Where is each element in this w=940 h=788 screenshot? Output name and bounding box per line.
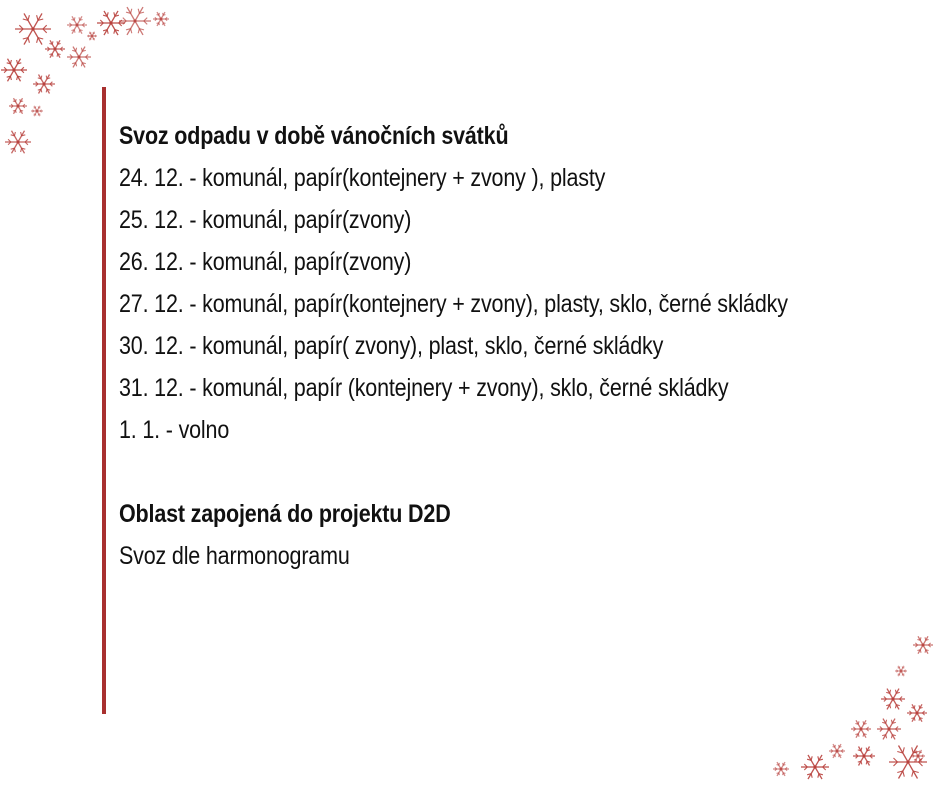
snowflake-icon <box>910 748 926 764</box>
snowflake-icon <box>772 760 790 778</box>
snowflake-icon <box>894 664 908 678</box>
snowflake-icon <box>850 718 872 740</box>
d2d-text: Svoz dle harmonogramu <box>119 542 350 570</box>
schedule-heading: Svoz odpadu v době vánočních svátků <box>119 122 509 150</box>
snowflake-icon <box>800 752 830 782</box>
snowflake-icon <box>118 4 152 38</box>
snowflake-icon <box>86 30 98 42</box>
snowflake-icon <box>8 96 28 116</box>
snowflake-icon <box>152 10 170 28</box>
snowflake-icon <box>32 72 56 96</box>
snowflake-icon <box>44 38 66 60</box>
snowflake-icon <box>66 14 88 36</box>
snowflake-icon <box>66 44 92 70</box>
snowflake-icon <box>852 744 876 768</box>
snowflake-icon <box>880 686 906 712</box>
schedule-line: 1. 1. - volno <box>119 416 230 444</box>
d2d-heading: Oblast zapojená do projektu D2D <box>119 500 451 528</box>
schedule-line: 24. 12. - komunál, papír(kontejnery + zvony ), plasty <box>119 164 606 192</box>
accent-divider-line <box>102 87 106 714</box>
schedule-line: 30. 12. - komunál, papír( zvony), plast, sklo, černé skládky <box>119 332 664 360</box>
schedule-line: 27. 12. - komunál, papír(kontejnery + zvony), plasty, sklo, černé skládky <box>119 290 788 318</box>
schedule-line: 26. 12. - komunál, papír(zvony) <box>119 248 412 276</box>
snowflake-icon <box>912 634 934 656</box>
snowflake-icon <box>30 104 44 118</box>
snowflake-icon <box>906 702 928 724</box>
snowflake-icon <box>4 128 32 156</box>
snowflake-icon <box>0 56 28 84</box>
notice-content <box>119 115 816 577</box>
spacer <box>119 451 816 493</box>
schedule-line: 31. 12. - komunál, papír (kontejnery + zvony), sklo, černé skládky <box>119 374 729 402</box>
snowflake-icon <box>828 742 846 760</box>
schedule-line: 25. 12. - komunál, papír(zvony) <box>119 206 412 234</box>
snowflake-icon <box>876 716 902 742</box>
